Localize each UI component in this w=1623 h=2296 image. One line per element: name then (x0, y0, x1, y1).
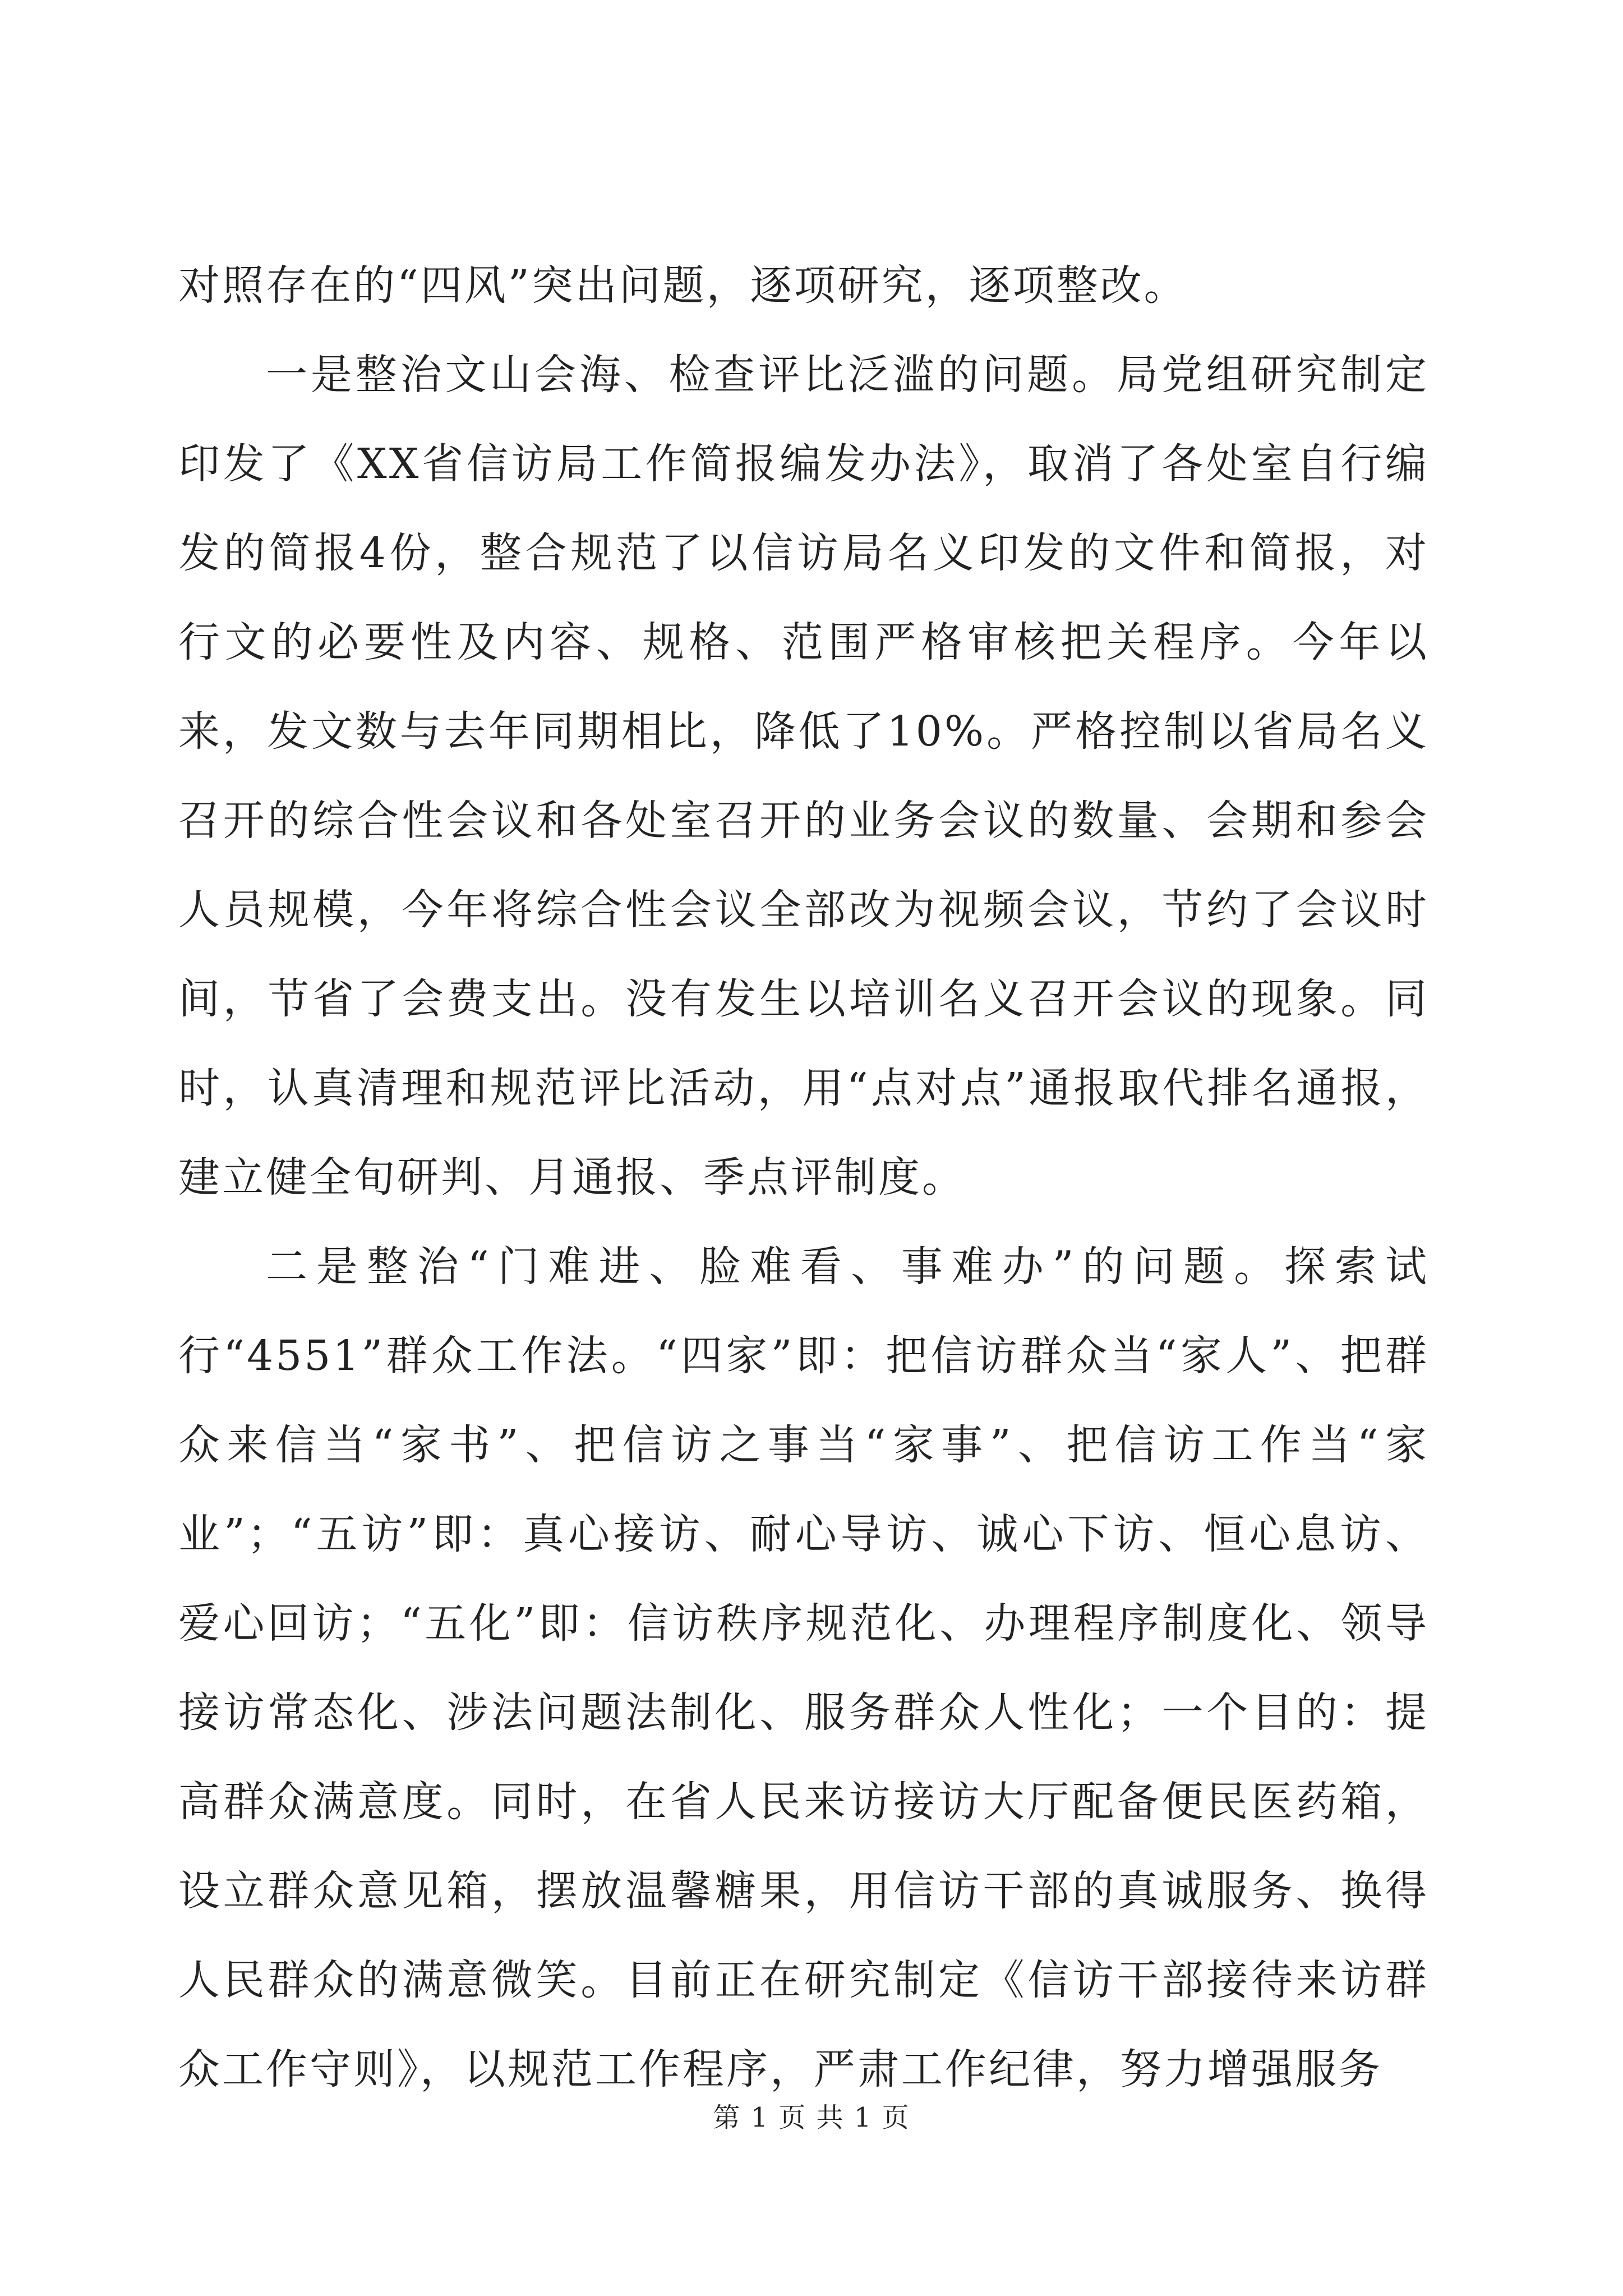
paragraph-item-two: 二是整治“门难进、脸难看、事难办”的问题。探索试行“4551”群众工作法。“四家”即：把信访群众当“家人”、把群众来信当“家书”、把信访之事当“家事”、把信访工作当“家业”；“五访”即：真心接访、耐心导访、诚心下访、恒心息访、爱心回访；“五化”即：信访秩序规范化、办理程序制度化、领导接访常态化、涉法问题法制化、服务群众人性化；一个目的：提高群众满意度。同时，在省人民来访接访大厅配备便民医药箱，设立群众意见箱，摆放温馨糖果，用信访干部的真诚服务、换得人民群众的满意微笑。目前正在研究制定《信访干部接待来访群众工作守则》，以规范工作程序，严肃工作纪律，努力增强服务 (178, 1243, 1429, 2093)
paragraph-continuation: 对照存在的“四风”突出问题，逐项研究，逐项整改。 (178, 261, 1188, 310)
document-body (178, 241, 1429, 2114)
paragraph-item-one: 一是整治文山会海、检查评比泛滥的问题。局党组研究制定印发了《XX省信访局工作简报编发办法》，取消了各处室自行编发的简报4份，整合规范了以信访局名义印发的文件和简报，对行文的必要性及内容、规格、范围严格审核把关程序。今年以来，发文数与去年同期相比，降低了10%。严格控制以省局名义召开的综合性会议和各处室召开的业务会议的数量、会期和参会人员规模，今年将综合性会议全部改为视频会议，节约了会议时间，节省了会费支出。没有发生以培训名义召开会议的现象。同时，认真清理和规范评比活动，用“点对点”通报取代排名通报，建立健全旬研判、月通报、季点评制度。 (178, 351, 1429, 1202)
page-number-footer: 第 1 页 共 1 页 (713, 2102, 910, 2133)
